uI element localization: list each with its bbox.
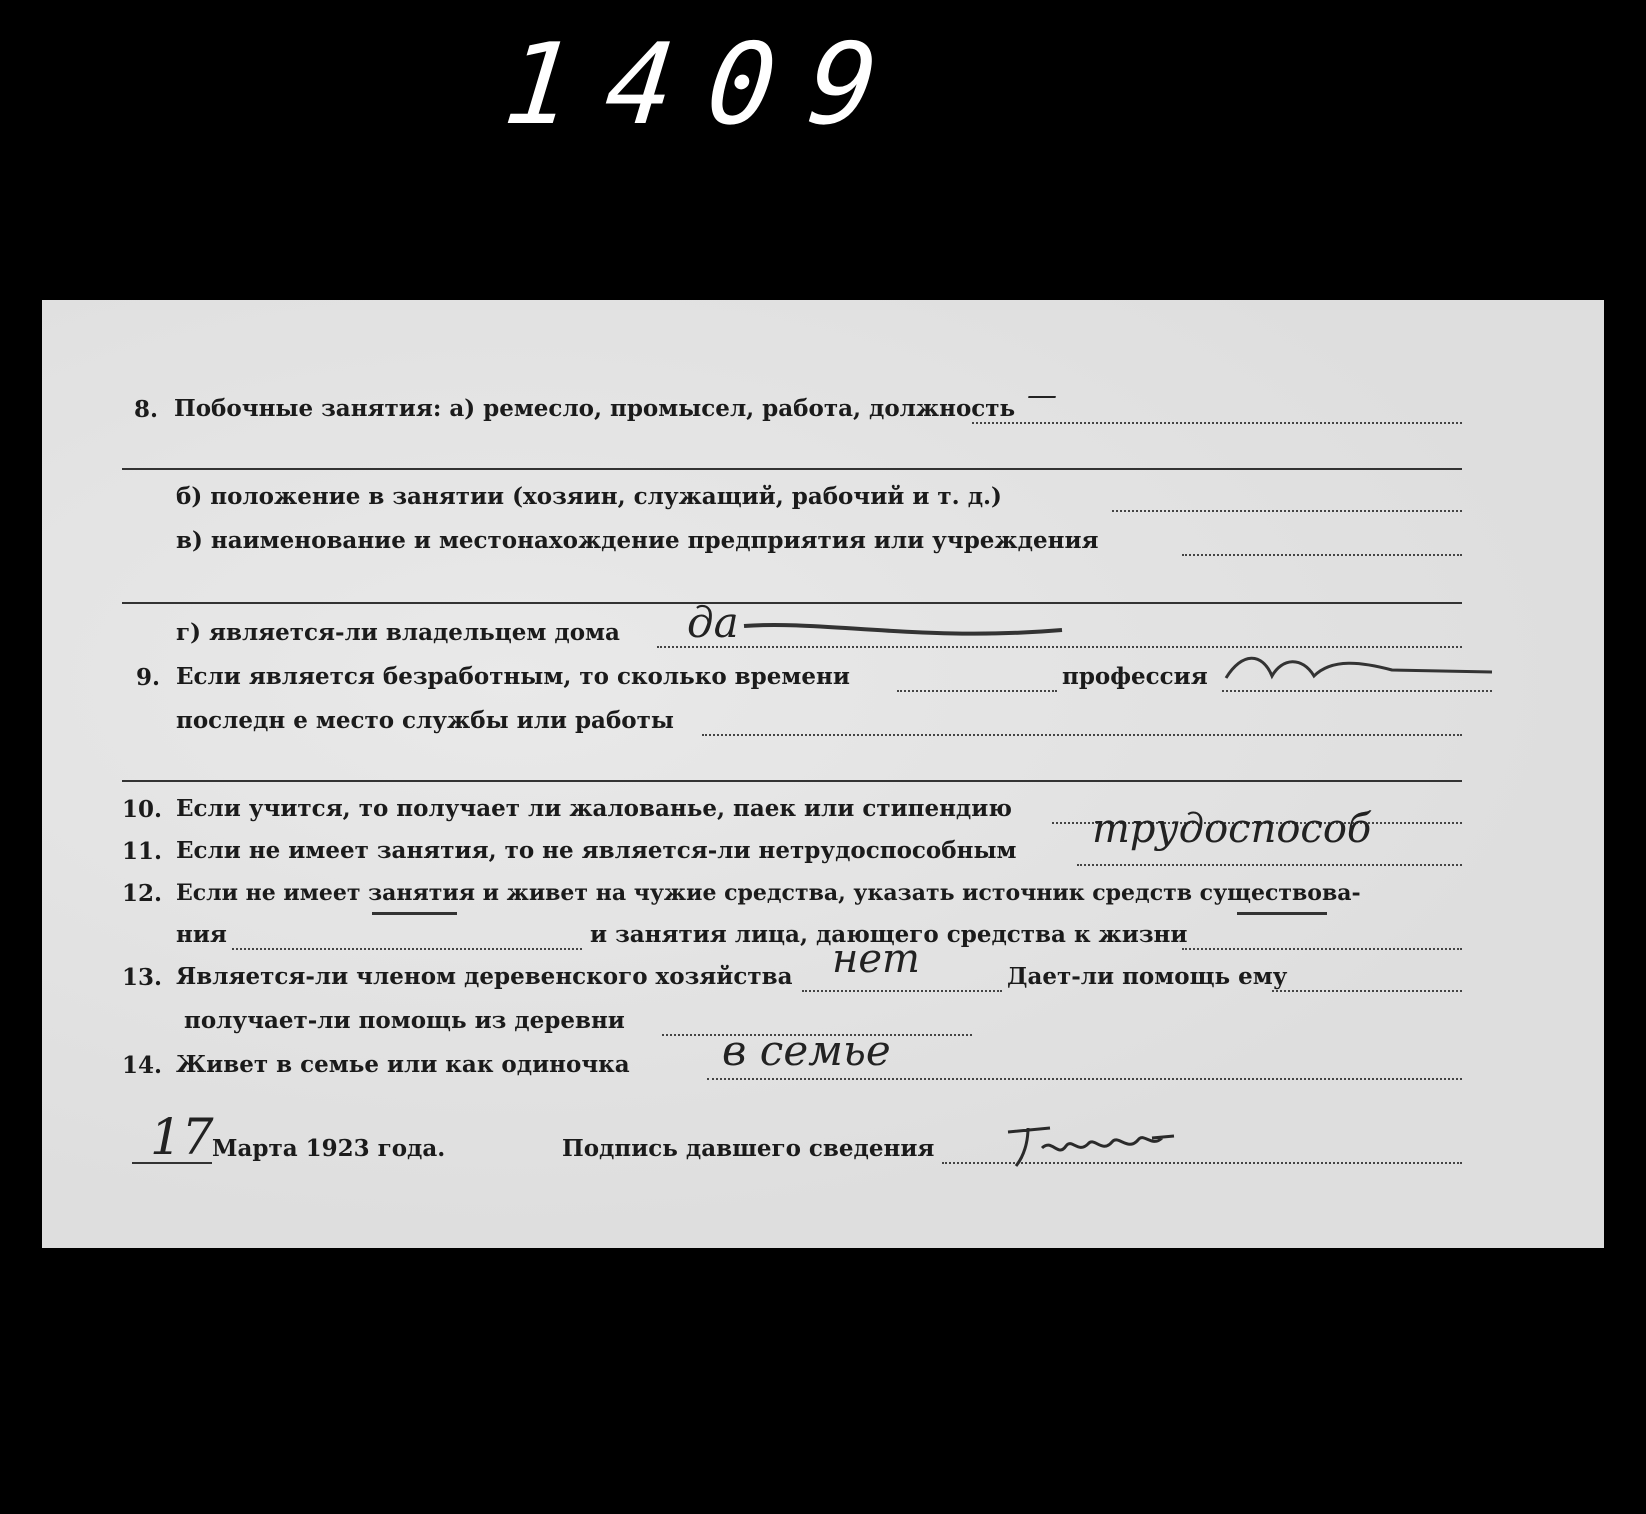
q9-text2: последн е место службы или работы <box>176 707 674 734</box>
q8g-answer-stroke <box>742 616 1072 646</box>
q8b-text: б) положение в занятии (хозяин, служащий, рабочий и т. д.) <box>176 483 1002 510</box>
q12-source-line <box>232 948 582 950</box>
q12-number: 12. <box>122 880 163 907</box>
q11-text: Если не имеет занятия, то не является-ли нетрудоспособным <box>176 837 1017 864</box>
q12-text2-start: ния <box>176 921 227 948</box>
q10-text: Если учится, то получает ли жалованье, паек или стипендию <box>176 795 1012 822</box>
q12-dash-mark <box>372 912 457 915</box>
q13-answer-line <box>802 990 1002 992</box>
q11-number: 11. <box>122 838 163 865</box>
q13-help-line <box>1272 990 1462 992</box>
q8g-answer: да <box>687 598 739 647</box>
q8v-text: в) наименование и местонахождение предприятия или учреждения <box>176 527 1099 554</box>
q14-answer: в семье <box>722 1026 891 1075</box>
footer-date-text: Марта 1923 года. <box>212 1135 446 1162</box>
q11-answer-line <box>1077 864 1462 866</box>
q9-time-line <box>897 690 1057 692</box>
q9-text: Если является безработным, то сколько времени <box>176 663 850 690</box>
q14-text: Живет в семье или как одиночка <box>176 1051 630 1078</box>
q13-number: 13. <box>122 964 163 991</box>
q14-answer-line <box>707 1078 1462 1080</box>
q13-text: Является-ли членом деревенского хозяйства <box>176 963 793 990</box>
q8-text: Побочные занятия: а) ремесло, промысел, работа, должность <box>174 395 1016 422</box>
frame-number: 1409 <box>498 20 918 150</box>
q13-text-right: Дает-ли помощь ему <box>1007 963 1288 990</box>
q14-number: 14. <box>122 1052 163 1079</box>
q9-profession-label: профессия <box>1062 663 1208 690</box>
q8g-text: г) является-ли владельцем дома <box>176 619 620 646</box>
footer-day: 17 <box>150 1108 214 1166</box>
divider <box>122 780 1462 782</box>
q9-number: 9. <box>136 664 161 691</box>
q8-answer-line <box>972 422 1462 424</box>
q10-number: 10. <box>122 796 163 823</box>
q13-answer: нет <box>832 936 920 982</box>
divider <box>122 602 1462 604</box>
q9-lastjob-line <box>702 734 1462 736</box>
q8v-answer-line <box>1182 554 1462 556</box>
q9-profession-strikeout <box>1222 648 1502 688</box>
q12-text2-end: и занятия лица, дающего средства к жизни <box>590 921 1188 948</box>
q8b-answer-line <box>1112 510 1462 512</box>
q12-text: Если не имеет занятия и живет на чужие средства, указать источник средств существова- <box>176 880 1361 906</box>
signature-image <box>1002 1118 1182 1174</box>
q8-number: 8. <box>134 396 159 423</box>
q12-giver-line <box>1182 948 1462 950</box>
q9-profession-line <box>1222 690 1492 692</box>
census-card <box>42 300 1604 1248</box>
q12-dash-mark-2 <box>1237 912 1327 915</box>
q8-answer: — <box>1027 378 1057 413</box>
divider <box>122 468 1462 470</box>
footer-signature-label: Подпись давшего сведения <box>562 1135 935 1162</box>
q11-answer: трудоспособ <box>1092 806 1372 852</box>
q13-text2: получает-ли помощь из деревни <box>184 1007 625 1034</box>
